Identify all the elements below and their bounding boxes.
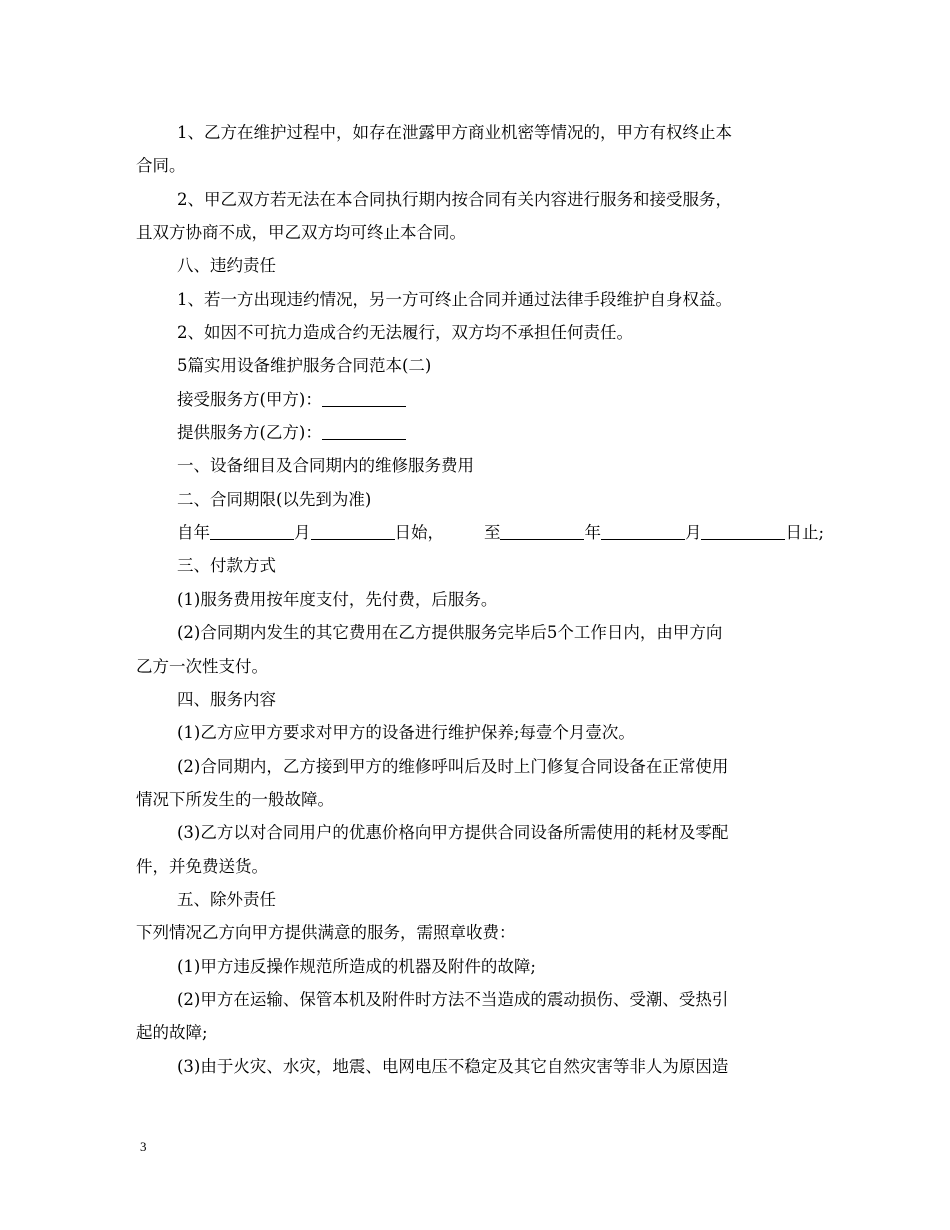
document-body [136,116,824,1083]
page-number: 3 [140,1139,147,1154]
clause-service-3-cont: 件，并免费送货。 [136,856,268,876]
clause-termination-1: 1、乙方在维护过程中，如存在泄露甲方商业机密等情况的，甲方有权终止本 [177,123,732,142]
clause-exclusion-2: (2)甲方在运输、保管本机及附件时方法不当造成的震动损伤、受潮、受热引 [177,989,729,1009]
date-month-end-blank [601,538,685,540]
clause-service-2: (2)合同期内，乙方接到甲方的维修呼叫后及时上门修复合同设备在正常使用 [177,756,729,776]
section-heading-equipment: 一、设备细目及合同期内的维修服务费用 [177,456,474,476]
date-from-label: 自年 月 日始， [177,523,444,543]
clause-termination-1-cont: 合同。 [136,156,186,176]
section-heading-term: 二、合同期限(以先到为准) [177,489,372,509]
section-heading-exclusions: 五、除外责任 [177,889,276,909]
party-a-blank [322,405,406,407]
clause-breach-2: 2、如因不可抗力造成合约无法履行，双方均不承担任何责任。 [177,323,633,343]
exclusions-intro: 下列情况乙方向甲方提供满意的服务，需照章收费： [136,923,516,943]
section-heading-service: 四、服务内容 [177,689,276,709]
clause-service-1: (1)乙方应甲方要求对甲方的设备进行维护保养;每壹个月壹次。 [177,723,635,743]
clause-exclusion-2-cont: 起的故障; [136,1023,208,1043]
date-year-end-blank [500,538,584,540]
clause-exclusion-3: (3)由于火灾、水灾，地震、电网电压不稳定及其它自然灾害等非人为原因造 [177,1056,729,1076]
date-to-label: 至 年 月 日止; [483,523,824,543]
clause-payment-2-cont: 乙方一次性支付。 [136,656,268,676]
date-month-start-blank [311,538,395,540]
section-heading-breach: 八、违约责任 [177,256,276,276]
party-b-line [136,416,824,449]
party-b-blank [322,438,406,440]
party-a-label: 接受服务方(甲方)： [177,389,322,409]
clause-breach-1: 1、若一方出现违约情况，另一方可终止合同并通过法律手段维护自身权益。 [177,289,732,309]
clause-exclusion-1: (1)甲方违反操作规范所造成的机器及附件的故障; [177,956,536,976]
clause-payment-1: (1)服务费用按年度支付，先付费，后服务。 [177,589,498,609]
date-day-end-blank [701,538,785,540]
contract-title: 5篇实用设备维护服务合同范本(二) [177,356,432,376]
section-heading-payment: 三、付款方式 [177,556,276,576]
party-a-line [136,383,824,416]
clause-termination-2-cont: 且双方协商不成，甲乙双方均可终止本合同。 [136,223,466,243]
party-b-label: 提供服务方(乙方)： [177,423,322,443]
clause-termination-2: 2、甲乙双方若无法在本合同执行期内按合同有关内容进行服务和接受服务， [177,189,732,209]
clause-service-2-cont: 情况下所发生的一般故障。 [136,789,334,809]
clause-payment-2: (2)合同期内发生的其它费用在乙方提供服务完毕后5个工作日内，由甲方向 [177,623,723,643]
date-year-start-blank [210,538,294,540]
clause-service-3: (3)乙方以对合同用户的优惠价格向甲方提供合同设备所需使用的耗材及零配 [177,823,729,843]
contract-date-range [136,516,824,549]
